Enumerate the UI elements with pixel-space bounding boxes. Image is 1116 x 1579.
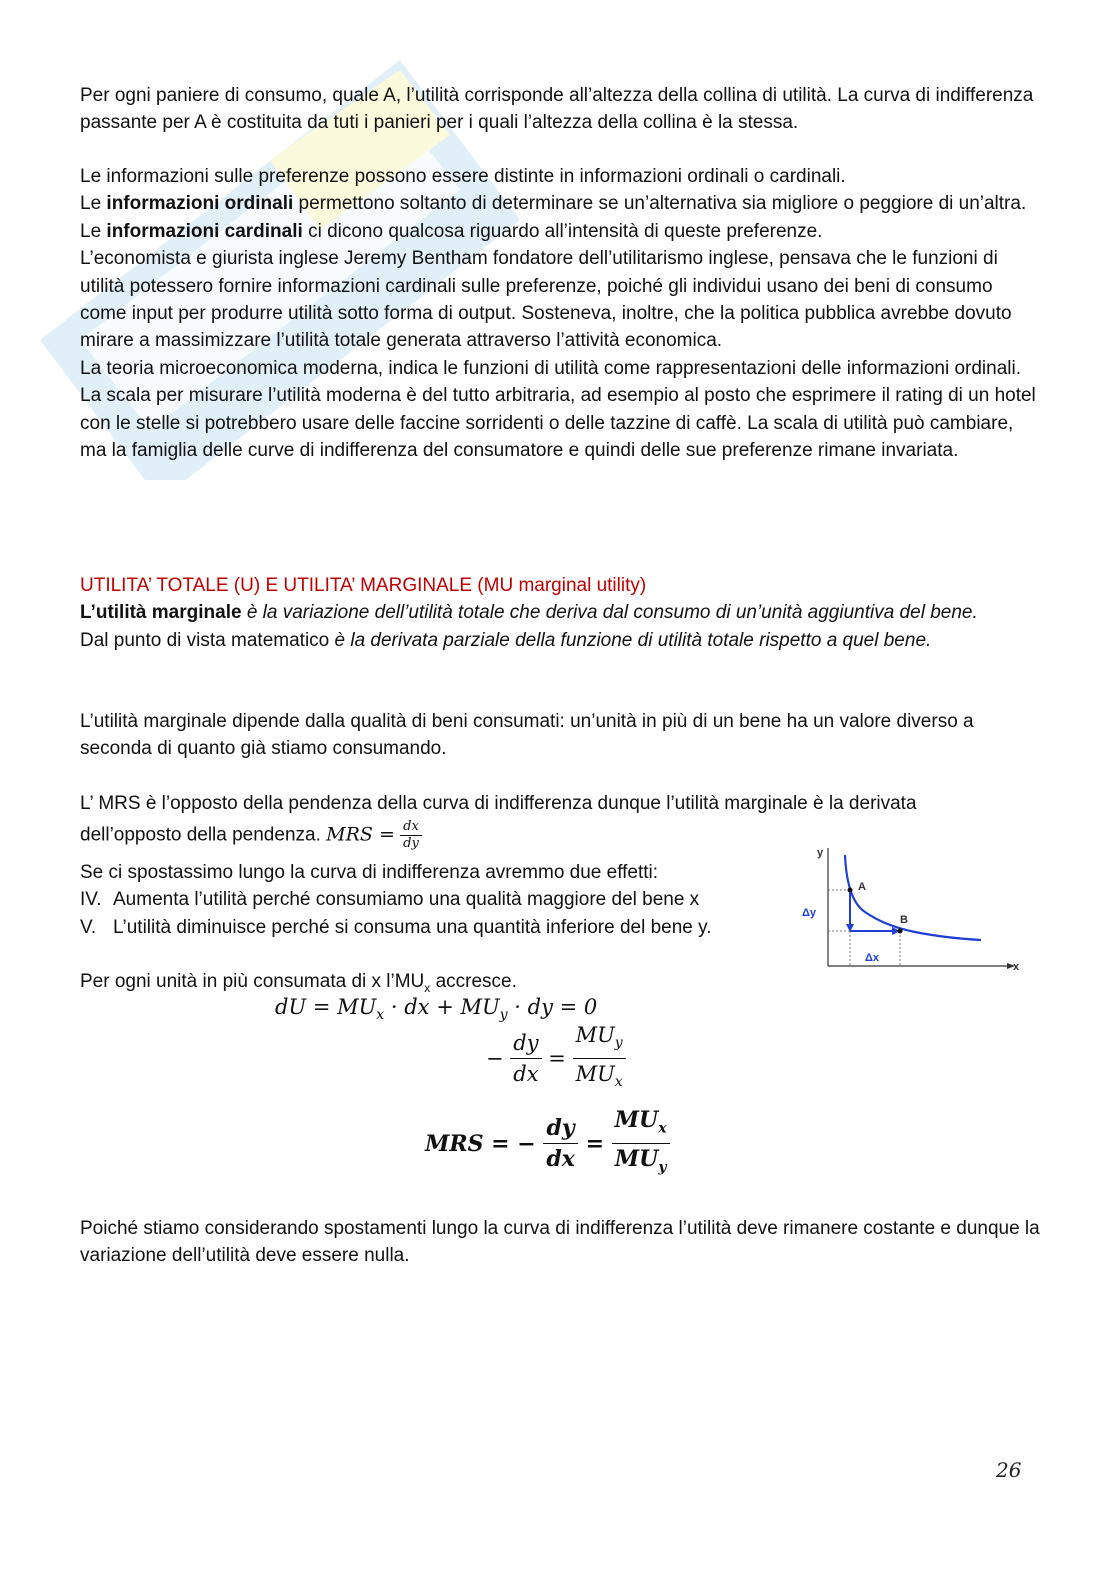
list-item (80, 886, 780, 913)
section-heading: UTILITA’ TOTALE (U) E UTILITA’ MARGINALE (MU marginal utility) (80, 575, 647, 596)
preferences-block (80, 163, 1040, 464)
fraction-numerator: dy (543, 1113, 578, 1144)
text-run: è la variazione dell’utilità totale che deriva dal consumo di un’unità aggiuntiva del bene. (241, 602, 978, 624)
paragraph-text: Per ogni paniere di consumo, quale A, l’utilità corrisponde all’altezza della collina di utilità. La curva di indifferenza passante per A è costituita da tuti i panieri per i quali l’altezza della collina è la stessa. (80, 85, 1034, 134)
delta-y-label: Δy (802, 907, 817, 919)
list-text: L’utilità diminuisce perché si consuma una quantità inferiore del bene y. (113, 916, 712, 938)
paragraph-cardinal-info (80, 218, 1040, 245)
paragraph-bentham: L’economista e giurista inglese Jeremy Bentham fondatore dell’utilitarismo inglese, pensava che le funzioni di utilità potessero fornire informazioni cardinali sulle preferenze, poiché gli individui usano dei beni di consumo come input per produrre utilità sotto forma di output. Sosteneva, inoltre, che la politica pubblica avrebbe dovuto mirare a massimizzare l’utilità totale generata attraverso l’attività economica. (80, 248, 1012, 352)
term-marginal-utility: L’utilità marginale (80, 602, 242, 624)
term-cardinal: informazioni cardinali (106, 220, 303, 242)
paragraph-text: Poiché stiamo considerando spostamenti lungo la curva di indifferenza l’utilità deve rimanere costante e dunque la variazione dell’utilità deve essere nulla. (80, 1218, 1040, 1267)
list-number: V. (80, 916, 97, 938)
indifference-curve-graph (795, 840, 1030, 970)
fraction-numerator: $MU_y$ (573, 1020, 626, 1059)
text-run: Dal punto di vista matematico (80, 629, 335, 651)
fraction-denominator: $MU_y$ (614, 1146, 667, 1176)
effects-block (80, 859, 780, 941)
fraction (510, 1028, 541, 1089)
point-a (848, 888, 853, 893)
y-axis-label: y (817, 847, 824, 859)
delta-x-label: Δx (865, 952, 880, 964)
equation-slope: − $\frac{dy}{dx}$ = $\frac{MU_y}{MU_x}$ (486, 1020, 626, 1097)
text-run: ci dicono qualcosa riguardo all’intensità di queste preferenze. (302, 220, 823, 242)
paragraph-text: L’ MRS è l’opposto della pendenza della curva di indifferenza dunque l’utilità marginale è la derivata (80, 793, 917, 814)
equation-mrs: MRS = − $\frac{dy}{dx}$ = $\frac{MU_x}{MU_y}$ (425, 1105, 670, 1183)
mrs-formula-lhs: MRS = (326, 823, 395, 846)
effects-list (80, 886, 780, 941)
paragraph-math-view (80, 627, 1040, 654)
text-run: Per ogni unità in più consumata di x l’MU (80, 971, 425, 992)
x-axis-label: x (1013, 961, 1020, 970)
fraction-numerator: dx (400, 819, 422, 836)
text-run: x (424, 980, 431, 995)
paragraph-conclusion (80, 1215, 1040, 1270)
point-b-label: B (900, 914, 908, 926)
list-number: IV. (80, 889, 102, 911)
marginal-utility-section (80, 572, 1040, 654)
mrs-fraction (400, 819, 422, 852)
fraction-denominator: dx (513, 1062, 539, 1087)
equation-total-differential: dU = $MU_x$ · dx + $MU_y$ · dy = 0 (275, 995, 598, 1024)
list-item (80, 914, 780, 941)
text-run: Le (80, 220, 107, 242)
paragraph-modern-theory: La teoria microeconomica moderna, indica le funzioni di utilità come rappresentazioni delle informazioni ordinali. (80, 357, 1021, 379)
fraction-denominator: dy (403, 836, 419, 852)
point-b (898, 929, 903, 934)
fraction-denominator: dx (546, 1146, 575, 1173)
fraction-numerator: $MU_x$ (612, 1105, 670, 1144)
paragraph-ordinal-cardinal: Le informazioni sulle preferenze possono essere distinte in informazioni ordinali o cardinali. (80, 166, 846, 187)
definition-marginal-utility (80, 599, 1040, 626)
paragraph-ordinal-info (80, 190, 1040, 217)
fraction (573, 1020, 626, 1097)
text-run: dell’opposto della pendenza. (80, 824, 327, 846)
paragraph-utility-hill (80, 82, 1040, 137)
text-run: accresce. (430, 971, 517, 992)
term-ordinal: informazioni ordinali (106, 193, 294, 215)
point-a-label: A (858, 881, 866, 893)
paragraph-quality (80, 708, 1040, 763)
fraction-numerator: dy (510, 1028, 541, 1059)
paragraph-text: L’utilità marginale dipende dalla qualità di beni consumati: un’unità in più di un bene ha un valore diverso a seconda di quanto già stiamo consumando. (80, 711, 974, 760)
text-run: è la derivata parziale della funzione di utilità totale rispetto a quel bene. (334, 629, 932, 651)
paragraph-scale: La scala per misurare l’utilità moderna è del tutto arbitraria, ad esempio al posto che esprimere il rating di un hotel con le stelle si potrebbero usare delle faccine sorridenti o delle tazzine di caffè. La scala di utilità può cambiare, ma la famiglia delle curve di indifferenza del consumatore e quindi delle sue preferenze rimane invariata. (80, 385, 1036, 462)
indifference-curve (845, 855, 981, 940)
list-text: Aumenta l’utilità perché consumiamo una qualità maggiore del bene x (113, 889, 700, 911)
text-run: permettono soltanto di determinare se un’alternativa sia migliore o peggiore di un’altra. (293, 193, 1027, 215)
paragraph-text: Se ci spostassimo lungo la curva di indifferenza avremmo due effetti: (80, 862, 659, 883)
text-run: Le (80, 193, 107, 215)
fraction-denominator: $MU_x$ (575, 1062, 623, 1091)
page-number: 26 (996, 1458, 1022, 1482)
fraction (612, 1105, 670, 1183)
fraction (543, 1113, 578, 1174)
